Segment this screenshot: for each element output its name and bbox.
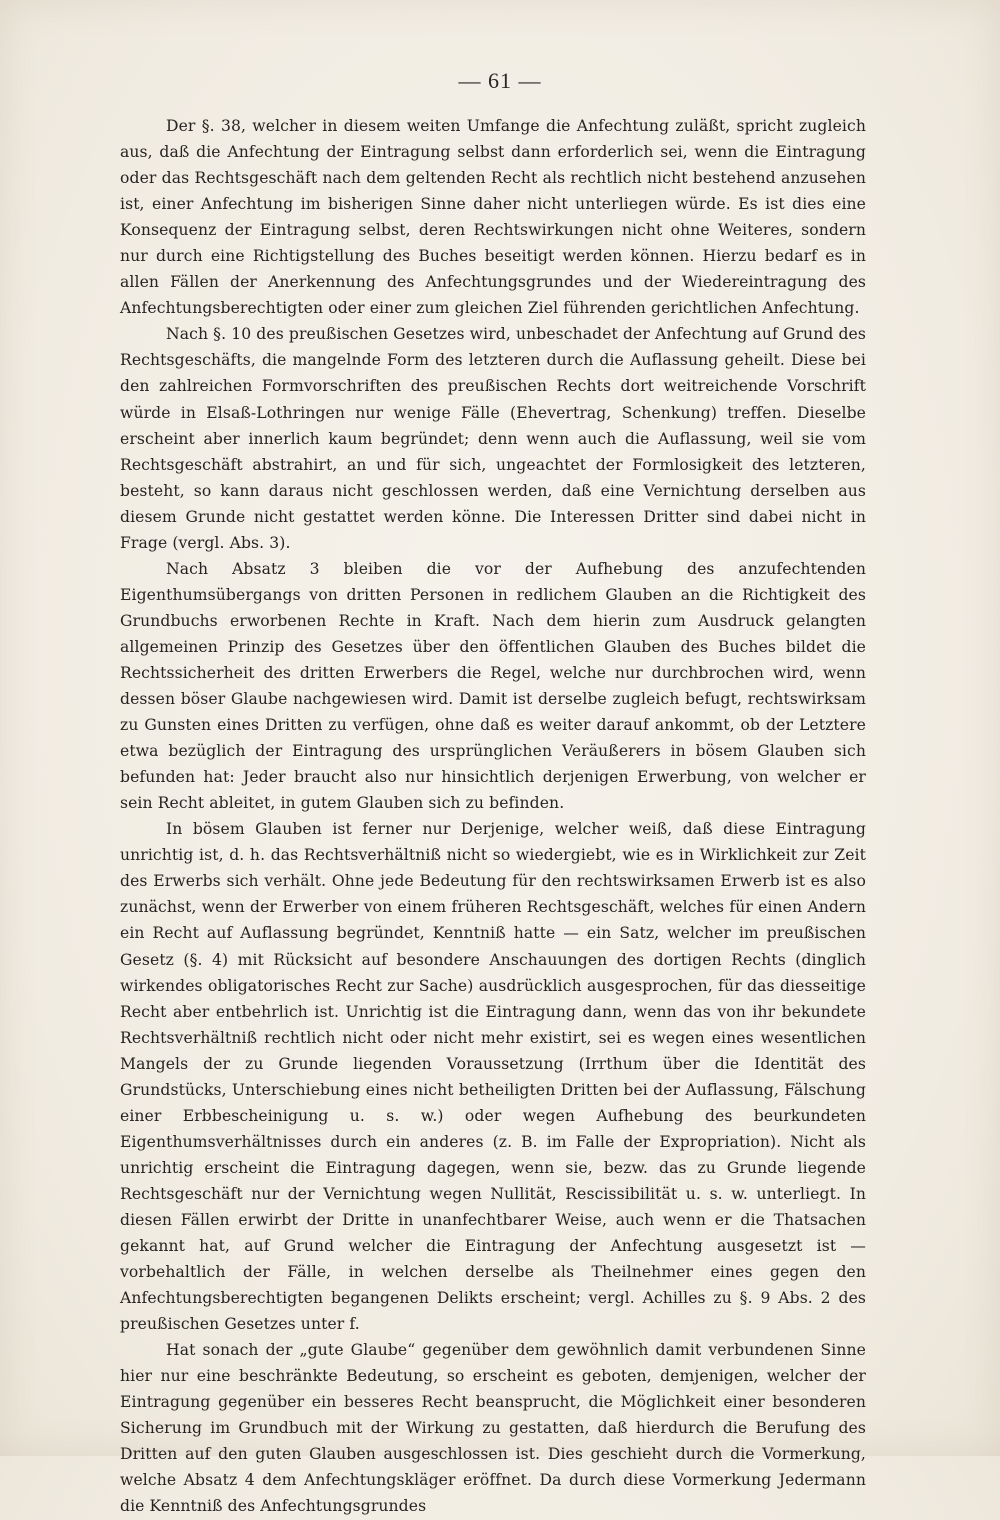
paragraph-5: Hat sonach der „gute Glaube“ gegenüber dem gewöhnlich damit verbundenen Sinne hier nur eine beschränkte Bedeutung, so erscheint es geboten, demjenigen, welcher der Eintragung gegenüber ein besseres Recht beansprucht, die Möglichkeit einer besonderen Sicherung im Grundbuch mit der Wirkung zu gestatten, daß hierdurch die Berufung des Dritten auf den guten Glauben ausgeschlossen ist. Dies geschieht durch die Vormerkung, welche Absatz 4 dem Anfechtungskläger eröffnet. Da durch diese Vormerkung Jedermann die Kenntniß des Anfechtungsgrundes	[120, 1341, 866, 1516]
paragraph-3: Nach Absatz 3 bleiben die vor der Aufhebung des anzufechtenden Eigenthumsübergangs von dritten Personen in redlichem Glauben an die Richtigkeit des Grundbuchs erworbenen Rechte in Kraft. Nach dem hierin zum Ausdruck gelangten allgemeinen Prinzip des Gesetzes über den öffentlichen Glauben des Buches bildet die Rechtssicherheit des dritten Erwerbers die Regel, welche nur durchbrochen wird, wenn dessen böser Glaube nachgewiesen wird. Damit ist derselbe zugleich befugt, rechtswirksam zu Gunsten eines Dritten zu verfügen, ohne daß es weiter darauf ankommt, ob der Letztere etwa bezüglich der Eintragung des ursprünglichen Veräußerers in bösem Glauben sich befunden hat: Jeder braucht also nur hinsichtlich derjenigen Erwerbung, von welcher er sein Recht ableitet, in gutem Glauben sich zu befinden.	[120, 559, 866, 813]
paragraph-4: In bösem Glauben ist ferner nur Derjenige, welcher weiß, daß diese Eintragung unrichtig ist, d. h. das Rechtsverhältniß nicht so wiedergiebt, wie es in Wirklichkeit zur Zeit des Erwerbs sich verhält. Ohne jede Bedeutung für den rechtswirksamen Erwerb ist es also zunächst, wenn der Erwerber von einem früheren Rechtsgeschäft, welches für einen Andern ein Recht auf Auflassung begründet, Kenntniß hatte — ein Satz, welcher im preußischen Gesetz (§. 4) mit Rücksicht auf besondere Anschauungen des dortigen Rechts (dinglich wirkendes obligatorisches Recht zur Sache) ausdrücklich ausgesprochen, für das diesseitige Recht aber entbehrlich ist. Unrichtig ist die Eintragung dann, wenn das von ihr bekundete Rechtsverhältniß rechtlich nicht oder nicht mehr existirt, sei es wegen eines wesentlichen Mangels der zu Grunde liegenden Voraussetzung (Irrthum über die Identität des Grundstücks, Unterschiebung eines nicht betheiligten Dritten bei der Auflassung, Fälschung einer Erbbescheinigung u. s. w.) oder wegen Aufhebung des beurkundeten Eigenthumsverhältnisses durch ein anderes (z. B. im Falle der Expropriation). Nicht als unrichtig erscheint die Eintragung dagegen, wenn sie, bezw. das zu Grunde liegende Rechtsgeschäft nur der Vernichtung wegen Nullität, Rescissibilität u. s. w. unterliegt. In diesen Fällen erwirbt der Dritte in unanfechtbarer Weise, auch wenn er die Thatsachen gekannt hat, auf Grund welcher die Eintragung der Anfechtung ausgesetzt ist — vorbehaltlich der Fälle, in welchen derselbe als Theilnehmer eines gegen den Anfechtungsberechtigten begangenen Delikts erscheint; vergl. Achilles zu §. 9 Abs. 2 des preußischen Gesetzes unter f.	[120, 820, 866, 1334]
body-text	[120, 113, 866, 1520]
paragraph-1: Der §. 38, welcher in diesem weiten Umfange die Anfechtung zuläßt, spricht zugleich aus, daß die Anfechtung der Eintragung selbst dann erforderlich sei, wenn die Eintragung oder das Rechtsgeschäft nach dem geltenden Recht als rechtlich nicht bestehend anzusehen ist, einer Anfechtung im bisherigen Sinne daher nicht unterliegen würde. Es ist dies eine Konsequenz der Eintragung selbst, deren Rechtswirkungen nicht ohne Weiteres, sondern nur durch eine Richtigstellung des Buches beseitigt werden können. Hierzu bedarf es in allen Fällen der Anerkennung des Anfechtungsgrundes und der Wiedereintragung des Anfechtungsberechtigten oder einer zum gleichen Ziel führenden gerichtlichen Anfechtung.	[120, 117, 866, 318]
page-number: — 61 —	[458, 68, 542, 93]
paragraph-2: Nach §. 10 des preußischen Gesetzes wird, unbeschadet der Anfechtung auf Grund des Rechtsgeschäfts, die mangelnde Form des letzteren durch die Auflassung geheilt. Diese bei den zahlreichen Formvorschriften des preußischen Rechts dort weitreichende Vorschrift würde in Elsaß-Lothringen nur wenige Fälle (Ehevertrag, Schenkung) treffen. Dieselbe erscheint aber innerlich kaum begründet; denn wenn auch die Auflassung, weil sie vom Rechtsgeschäft abstrahirt, an und für sich, ungeachtet der Formlosigkeit des letzteren, besteht, so kann daraus nicht geschlossen werden, daß eine Vernichtung derselben aus diesem Grunde nicht gestattet werden könne. Die Interessen Dritter sind dabei nicht in Frage (vergl. Abs. 3).	[120, 325, 866, 552]
